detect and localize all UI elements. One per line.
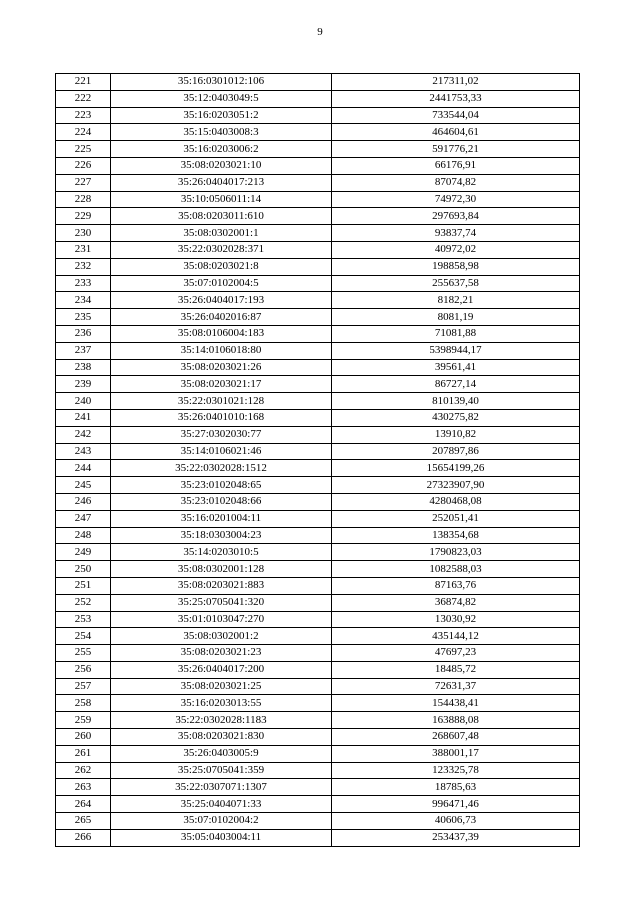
table-row: [56, 796, 580, 813]
table-row: [56, 426, 580, 443]
row-number-cell: 231: [56, 241, 111, 258]
row-number-cell: 260: [56, 729, 111, 746]
row-number-cell: 238: [56, 359, 111, 376]
cadastral-value-cell: 71081,88: [332, 325, 580, 342]
table-row: [56, 829, 580, 846]
cadastral-number-cell: 35:26:0401010:168: [111, 409, 332, 426]
table-row: [56, 712, 580, 729]
cadastral-number-cell: 35:25:0705041:359: [111, 762, 332, 779]
cadastral-value-cell: 430275,82: [332, 409, 580, 426]
cadastral-value-cell: 27323907,90: [332, 477, 580, 494]
cadastral-number-cell: 35:26:0404017:213: [111, 174, 332, 191]
row-number-cell: 224: [56, 124, 111, 141]
cadastral-number-cell: 35:23:0102048:65: [111, 477, 332, 494]
table-row: [56, 191, 580, 208]
cadastral-value-cell: 4280468,08: [332, 493, 580, 510]
table-row: [56, 393, 580, 410]
cadastral-number-cell: 35:15:0403008:3: [111, 124, 332, 141]
cadastral-number-cell: 35:08:0302001:128: [111, 561, 332, 578]
row-number-cell: 236: [56, 325, 111, 342]
row-number-cell: 252: [56, 594, 111, 611]
row-number-cell: 261: [56, 745, 111, 762]
table-row: [56, 594, 580, 611]
table-row: [56, 74, 580, 91]
cadastral-number-cell: 35:18:0303004:23: [111, 527, 332, 544]
cadastral-number-cell: 35:16:0201004:11: [111, 510, 332, 527]
row-number-cell: 240: [56, 393, 111, 410]
cadastral-number-cell: 35:22:0302028:1512: [111, 460, 332, 477]
cadastral-number-cell: 35:25:0705041:320: [111, 594, 332, 611]
table-row: [56, 762, 580, 779]
row-number-cell: 227: [56, 174, 111, 191]
cadastral-value-cell: 40606,73: [332, 813, 580, 830]
table-row: [56, 107, 580, 124]
table-row: [56, 695, 580, 712]
table-row: [56, 225, 580, 242]
cadastral-number-cell: 35:07:0102004:5: [111, 275, 332, 292]
cadastral-value-cell: 268607,48: [332, 729, 580, 746]
table-row: [56, 443, 580, 460]
row-number-cell: 251: [56, 577, 111, 594]
table-row: [56, 678, 580, 695]
cadastral-value-cell: 138354,68: [332, 527, 580, 544]
cadastral-value-cell: 123325,78: [332, 762, 580, 779]
table-row: [56, 208, 580, 225]
cadastral-number-cell: 35:14:0106021:46: [111, 443, 332, 460]
cadastral-value-cell: 163888,08: [332, 712, 580, 729]
table-row: [56, 309, 580, 326]
row-number-cell: 250: [56, 561, 111, 578]
table-row: [56, 729, 580, 746]
cadastral-number-cell: 35:14:0106018:80: [111, 342, 332, 359]
cadastral-number-cell: 35:01:0103047:270: [111, 611, 332, 628]
table-row: [56, 90, 580, 107]
cadastral-value-cell: 1082588,03: [332, 561, 580, 578]
table-row: [56, 409, 580, 426]
table-row: [56, 325, 580, 342]
cadastral-value-cell: 18485,72: [332, 661, 580, 678]
cadastral-number-cell: 35:26:0404017:200: [111, 661, 332, 678]
row-number-cell: 248: [56, 527, 111, 544]
cadastral-number-cell: 35:26:0403005:9: [111, 745, 332, 762]
cadastral-number-cell: 35:08:0203011:610: [111, 208, 332, 225]
cadastral-value-cell: 207897,86: [332, 443, 580, 460]
cadastral-value-cell: 86727,14: [332, 376, 580, 393]
row-number-cell: 241: [56, 409, 111, 426]
row-number-cell: 232: [56, 258, 111, 275]
cadastral-value-cell: 72631,37: [332, 678, 580, 695]
table-row: [56, 342, 580, 359]
cadastral-value-cell: 435144,12: [332, 628, 580, 645]
cadastral-number-cell: 35:22:0302028:1183: [111, 712, 332, 729]
cadastral-value-cell: 252051,41: [332, 510, 580, 527]
row-number-cell: 245: [56, 477, 111, 494]
cadastral-number-cell: 35:14:0203010:5: [111, 544, 332, 561]
cadastral-number-cell: 35:10:0506011:14: [111, 191, 332, 208]
cadastral-value-cell: 66176,91: [332, 157, 580, 174]
cadastral-number-cell: 35:08:0203021:883: [111, 577, 332, 594]
cadastral-number-cell: 35:08:0203021:23: [111, 645, 332, 662]
table-row: [56, 124, 580, 141]
table-row: [56, 359, 580, 376]
cadastral-number-cell: 35:08:0203021:26: [111, 359, 332, 376]
row-number-cell: 226: [56, 157, 111, 174]
cadastral-number-cell: 35:16:0301012:106: [111, 74, 332, 91]
row-number-cell: 246: [56, 493, 111, 510]
table-body: [56, 74, 580, 847]
row-number-cell: 222: [56, 90, 111, 107]
row-number-cell: 230: [56, 225, 111, 242]
cadastral-value-cell: 87074,82: [332, 174, 580, 191]
table-row: [56, 376, 580, 393]
cadastral-value-cell: 15654199,26: [332, 460, 580, 477]
cadastral-number-cell: 35:27:0302030:77: [111, 426, 332, 443]
table-row: [56, 527, 580, 544]
table-row: [56, 493, 580, 510]
cadastral-value-cell: 87163,76: [332, 577, 580, 594]
cadastral-number-cell: 35:16:0203051:2: [111, 107, 332, 124]
row-number-cell: 256: [56, 661, 111, 678]
row-number-cell: 259: [56, 712, 111, 729]
table-row: [56, 292, 580, 309]
row-number-cell: 253: [56, 611, 111, 628]
cadastral-value-cell: 255637,58: [332, 275, 580, 292]
table-row: [56, 577, 580, 594]
table-row: [56, 241, 580, 258]
cadastral-value-cell: 996471,46: [332, 796, 580, 813]
cadastral-value-cell: 733544,04: [332, 107, 580, 124]
cadastral-number-cell: 35:08:0106004:183: [111, 325, 332, 342]
row-number-cell: 266: [56, 829, 111, 846]
row-number-cell: 263: [56, 779, 111, 796]
cadastral-number-cell: 35:05:0403004:11: [111, 829, 332, 846]
table-row: [56, 779, 580, 796]
cadastral-value-cell: 74972,30: [332, 191, 580, 208]
cadastral-value-cell: 5398944,17: [332, 342, 580, 359]
row-number-cell: 264: [56, 796, 111, 813]
cadastral-value-cell: 217311,02: [332, 74, 580, 91]
cadastral-number-cell: 35:08:0203021:8: [111, 258, 332, 275]
table-row: [56, 544, 580, 561]
cadastral-value-cell: 18785,63: [332, 779, 580, 796]
row-number-cell: 247: [56, 510, 111, 527]
row-number-cell: 234: [56, 292, 111, 309]
row-number-cell: 223: [56, 107, 111, 124]
cadastral-value-cell: 198858,98: [332, 258, 580, 275]
cadastral-number-cell: 35:25:0404071:33: [111, 796, 332, 813]
row-number-cell: 262: [56, 762, 111, 779]
table-row: [56, 477, 580, 494]
table-row: [56, 460, 580, 477]
cadastral-value-cell: 591776,21: [332, 141, 580, 158]
table-row: [56, 141, 580, 158]
cadastral-number-cell: 35:22:0307071:1307: [111, 779, 332, 796]
cadastral-value-cell: 39561,41: [332, 359, 580, 376]
cadastral-number-cell: 35:08:0302001:2: [111, 628, 332, 645]
cadastral-value-cell: 36874,82: [332, 594, 580, 611]
table-row: [56, 661, 580, 678]
cadastral-number-cell: 35:16:0203006:2: [111, 141, 332, 158]
table-row: [56, 157, 580, 174]
row-number-cell: 249: [56, 544, 111, 561]
row-number-cell: 257: [56, 678, 111, 695]
row-number-cell: 243: [56, 443, 111, 460]
table-row: [56, 258, 580, 275]
cadastral-value-cell: 154438,41: [332, 695, 580, 712]
cadastral-value-cell: 40972,02: [332, 241, 580, 258]
cadastral-number-cell: 35:22:0301021:128: [111, 393, 332, 410]
row-number-cell: 235: [56, 309, 111, 326]
row-number-cell: 244: [56, 460, 111, 477]
table-row: [56, 611, 580, 628]
cadastral-value-cell: 47697,23: [332, 645, 580, 662]
row-number-cell: 237: [56, 342, 111, 359]
row-number-cell: 258: [56, 695, 111, 712]
cadastral-number-cell: 35:08:0203021:17: [111, 376, 332, 393]
table-row: [56, 174, 580, 191]
row-number-cell: 242: [56, 426, 111, 443]
row-number-cell: 229: [56, 208, 111, 225]
cadastral-number-cell: 35:08:0203021:830: [111, 729, 332, 746]
cadastral-value-cell: 253437,39: [332, 829, 580, 846]
cadastral-value-cell: 8081,19: [332, 309, 580, 326]
cadastral-number-cell: 35:08:0203021:10: [111, 157, 332, 174]
cadastral-value-cell: 8182,21: [332, 292, 580, 309]
row-number-cell: 239: [56, 376, 111, 393]
table-row: [56, 275, 580, 292]
table-row: [56, 813, 580, 830]
row-number-cell: 255: [56, 645, 111, 662]
cadastral-number-cell: 35:08:0302001:1: [111, 225, 332, 242]
cadastral-value-cell: 388001,17: [332, 745, 580, 762]
cadastral-value-cell: 464604,61: [332, 124, 580, 141]
cadastral-number-cell: 35:26:0404017:193: [111, 292, 332, 309]
cadastral-value-cell: 13910,82: [332, 426, 580, 443]
table-row: [56, 510, 580, 527]
page-number: 9: [317, 26, 323, 38]
cadastral-value-cell: 13030,92: [332, 611, 580, 628]
cadastral-number-cell: 35:12:0403049:5: [111, 90, 332, 107]
cadastral-number-cell: 35:08:0203021:25: [111, 678, 332, 695]
cadastral-value-cell: 297693,84: [332, 208, 580, 225]
row-number-cell: 233: [56, 275, 111, 292]
cadastral-value-cell: 93837,74: [332, 225, 580, 242]
row-number-cell: 254: [56, 628, 111, 645]
cadastral-number-cell: 35:07:0102004:2: [111, 813, 332, 830]
cadastral-number-cell: 35:22:0302028:371: [111, 241, 332, 258]
row-number-cell: 228: [56, 191, 111, 208]
table-row: [56, 645, 580, 662]
row-number-cell: 221: [56, 74, 111, 91]
cadastral-number-cell: 35:16:0203013:55: [111, 695, 332, 712]
cadastral-number-cell: 35:26:0402016:87: [111, 309, 332, 326]
table-row: [56, 628, 580, 645]
table-row: [56, 745, 580, 762]
cadastral-value-cell: 810139,40: [332, 393, 580, 410]
row-number-cell: 265: [56, 813, 111, 830]
cadastral-number-cell: 35:23:0102048:66: [111, 493, 332, 510]
row-number-cell: 225: [56, 141, 111, 158]
cadastral-value-table: [55, 73, 580, 847]
table-row: [56, 561, 580, 578]
cadastral-value-cell: 1790823,03: [332, 544, 580, 561]
cadastral-value-cell: 2441753,33: [332, 90, 580, 107]
